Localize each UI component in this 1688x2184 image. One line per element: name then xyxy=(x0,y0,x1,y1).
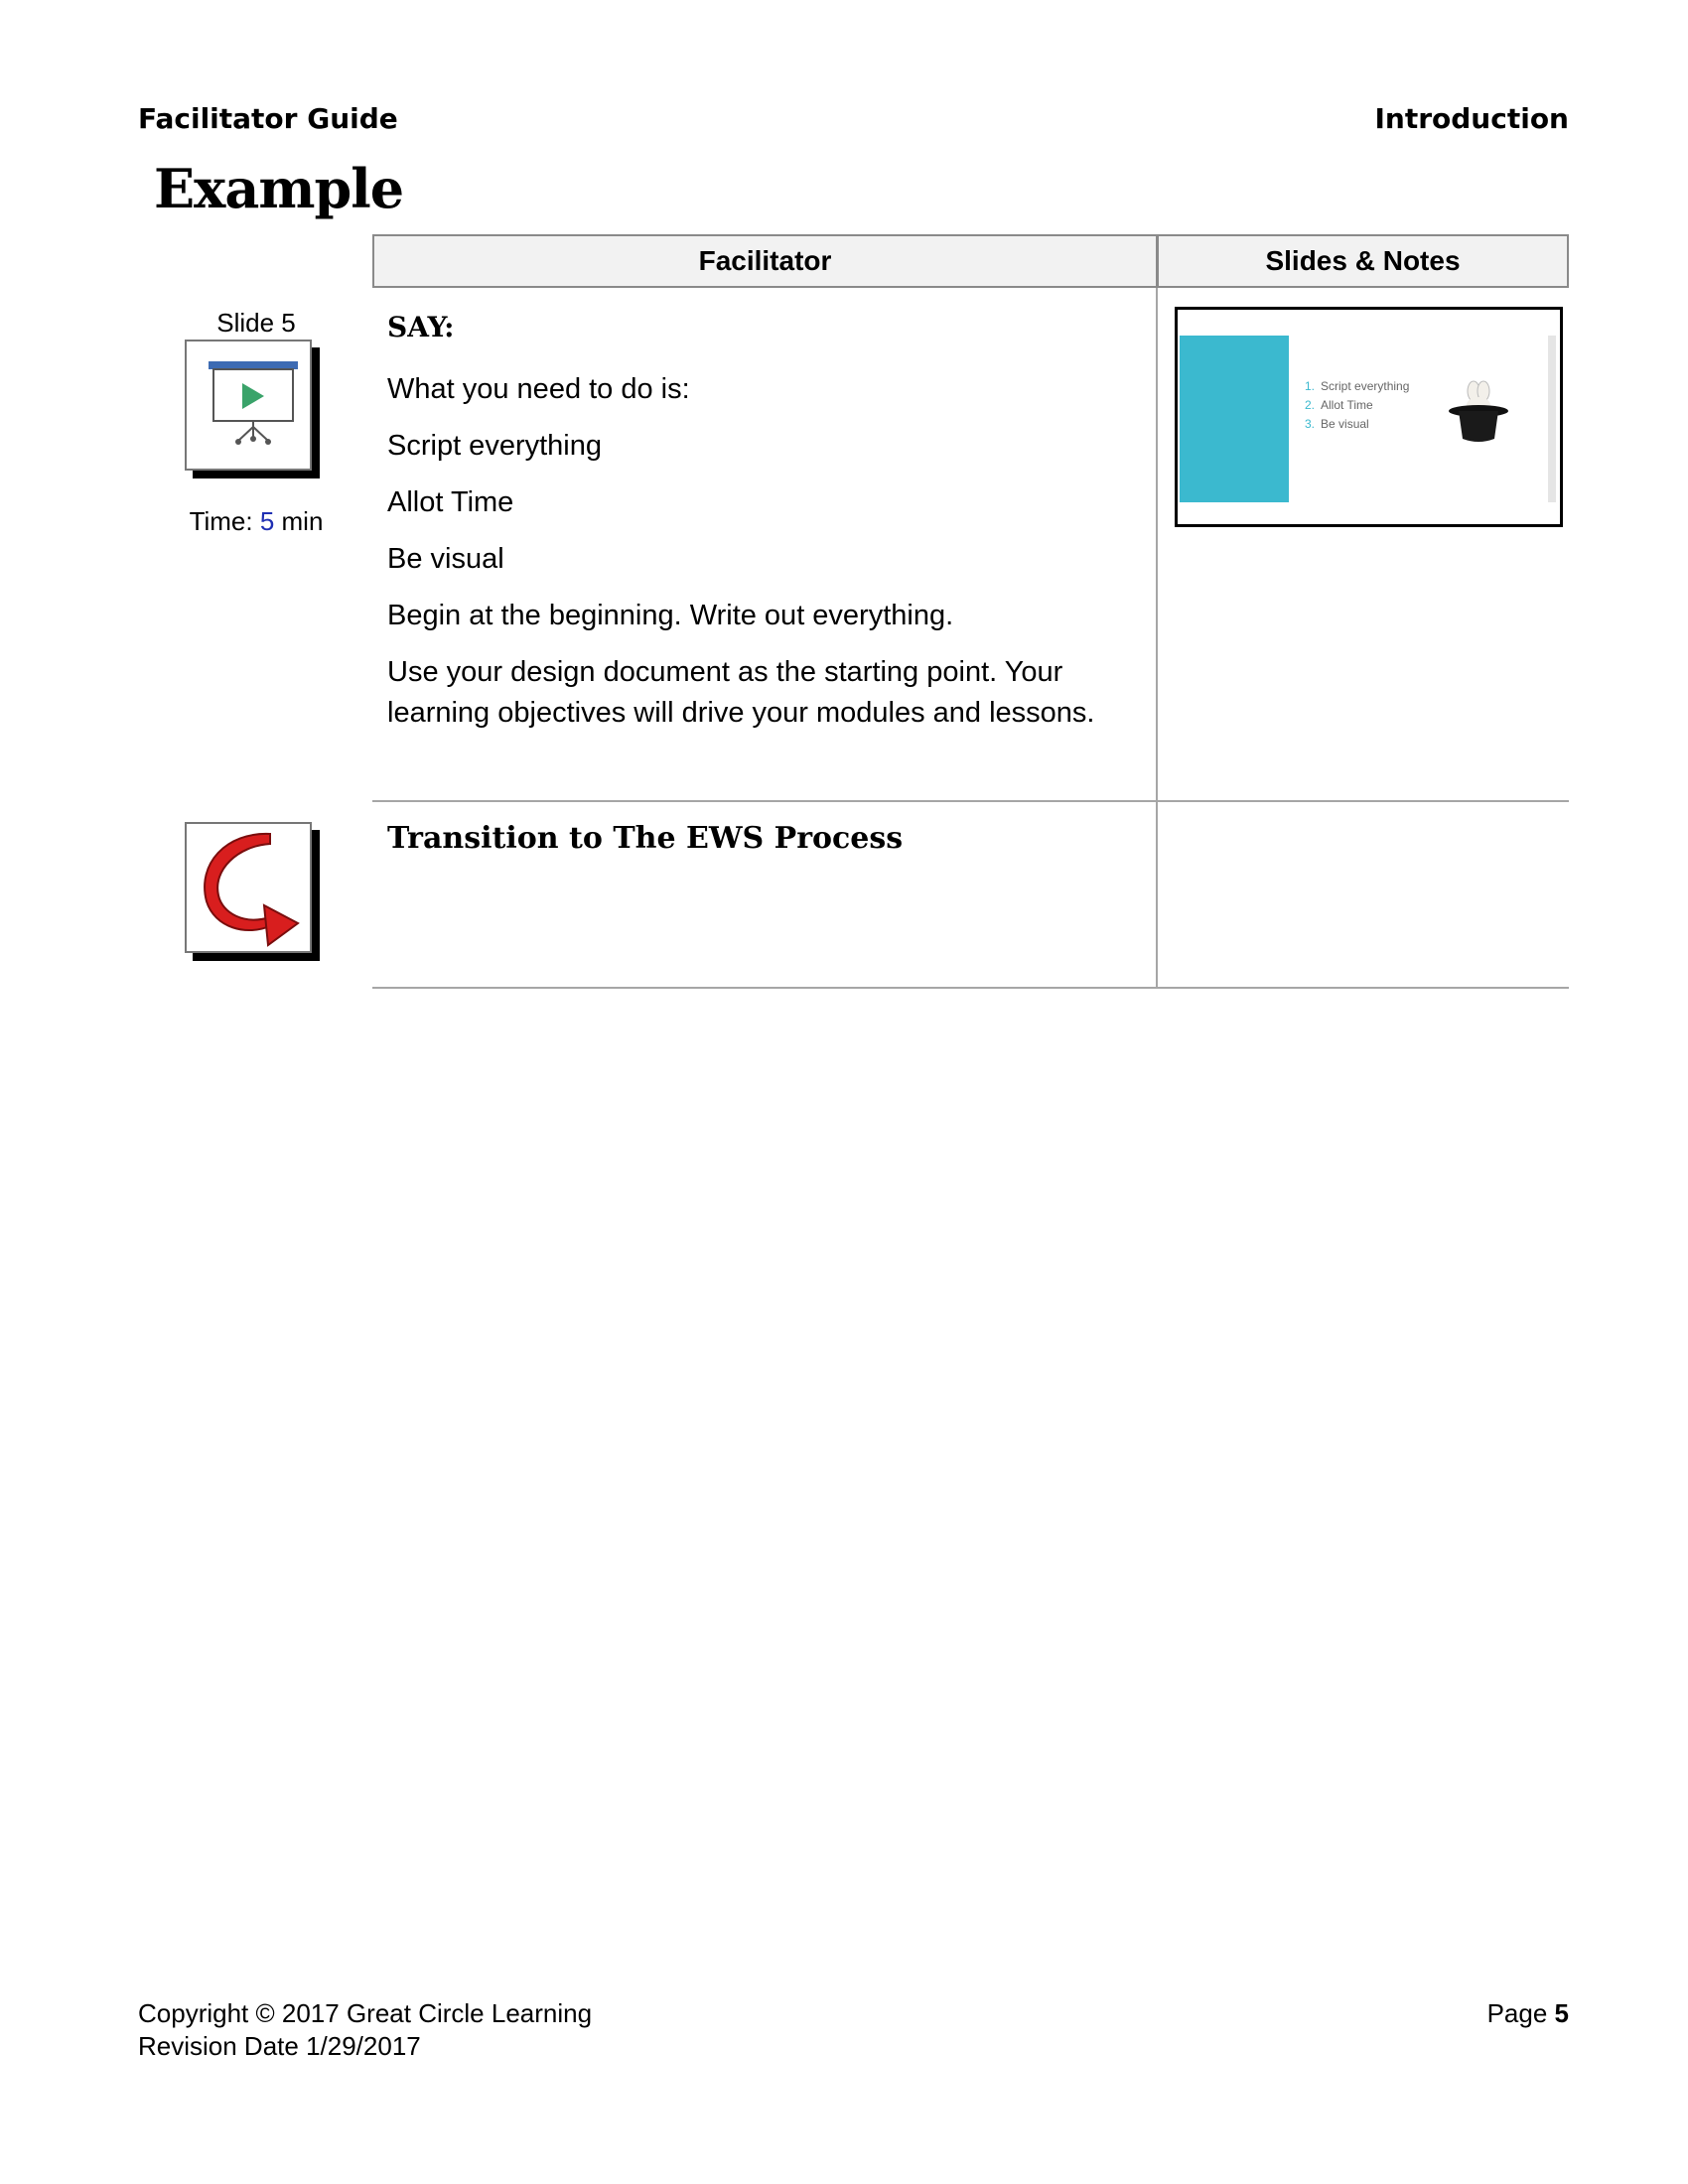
magic-hat-icon xyxy=(1444,377,1513,447)
script-line: Use your design document as the starting point. Your learning objectives will drive your modules and lessons. xyxy=(387,656,1095,729)
transition-title: Transition to The EWS Process xyxy=(387,821,904,856)
footer-page-number: Page 5 xyxy=(1486,1998,1569,2028)
script-line: What you need to do is: xyxy=(387,373,690,405)
time-prefix: Time: xyxy=(189,506,260,536)
time-unit: min xyxy=(274,506,324,536)
script-line: Begin at the beginning. Write out everything. xyxy=(387,600,954,631)
script-line: Be visual xyxy=(387,543,504,575)
footer-copyright: Copyright © 2017 Great Circle Learning xyxy=(138,1998,593,2028)
column-header-facilitator: Facilitator xyxy=(372,234,1158,288)
column-header-slides-notes: Slides & Notes xyxy=(1157,234,1569,288)
footer-revision: Revision Date 1/29/2017 xyxy=(138,2031,421,2061)
say-heading: SAY: xyxy=(387,311,455,343)
header-left: Facilitator Guide xyxy=(138,102,398,135)
time-label xyxy=(167,506,346,537)
thumbnail-item: 1. Script everything xyxy=(1305,379,1410,393)
row-divider xyxy=(372,800,1569,802)
facilitator-script xyxy=(387,369,1142,750)
page-title: Example xyxy=(154,157,404,220)
column-divider xyxy=(1156,288,1158,989)
script-line: Script everything xyxy=(387,430,602,462)
transition-arrow-icon xyxy=(185,822,312,953)
script-line: Allot Time xyxy=(387,486,514,518)
row-divider-bottom xyxy=(372,987,1569,989)
thumbnail-scrollbar xyxy=(1548,336,1556,502)
slide-label: Slide 5 xyxy=(216,308,296,338)
thumbnail-item: 2. Allot Time xyxy=(1305,398,1373,412)
presentation-icon xyxy=(185,340,312,471)
slide-thumbnail xyxy=(1175,307,1563,527)
thumbnail-list xyxy=(1305,377,1409,434)
header-right: Introduction xyxy=(1374,102,1569,135)
thumbnail-item: 3. Be visual xyxy=(1305,417,1369,431)
thumbnail-accent-panel xyxy=(1180,336,1289,502)
time-value: 5 xyxy=(259,506,275,536)
